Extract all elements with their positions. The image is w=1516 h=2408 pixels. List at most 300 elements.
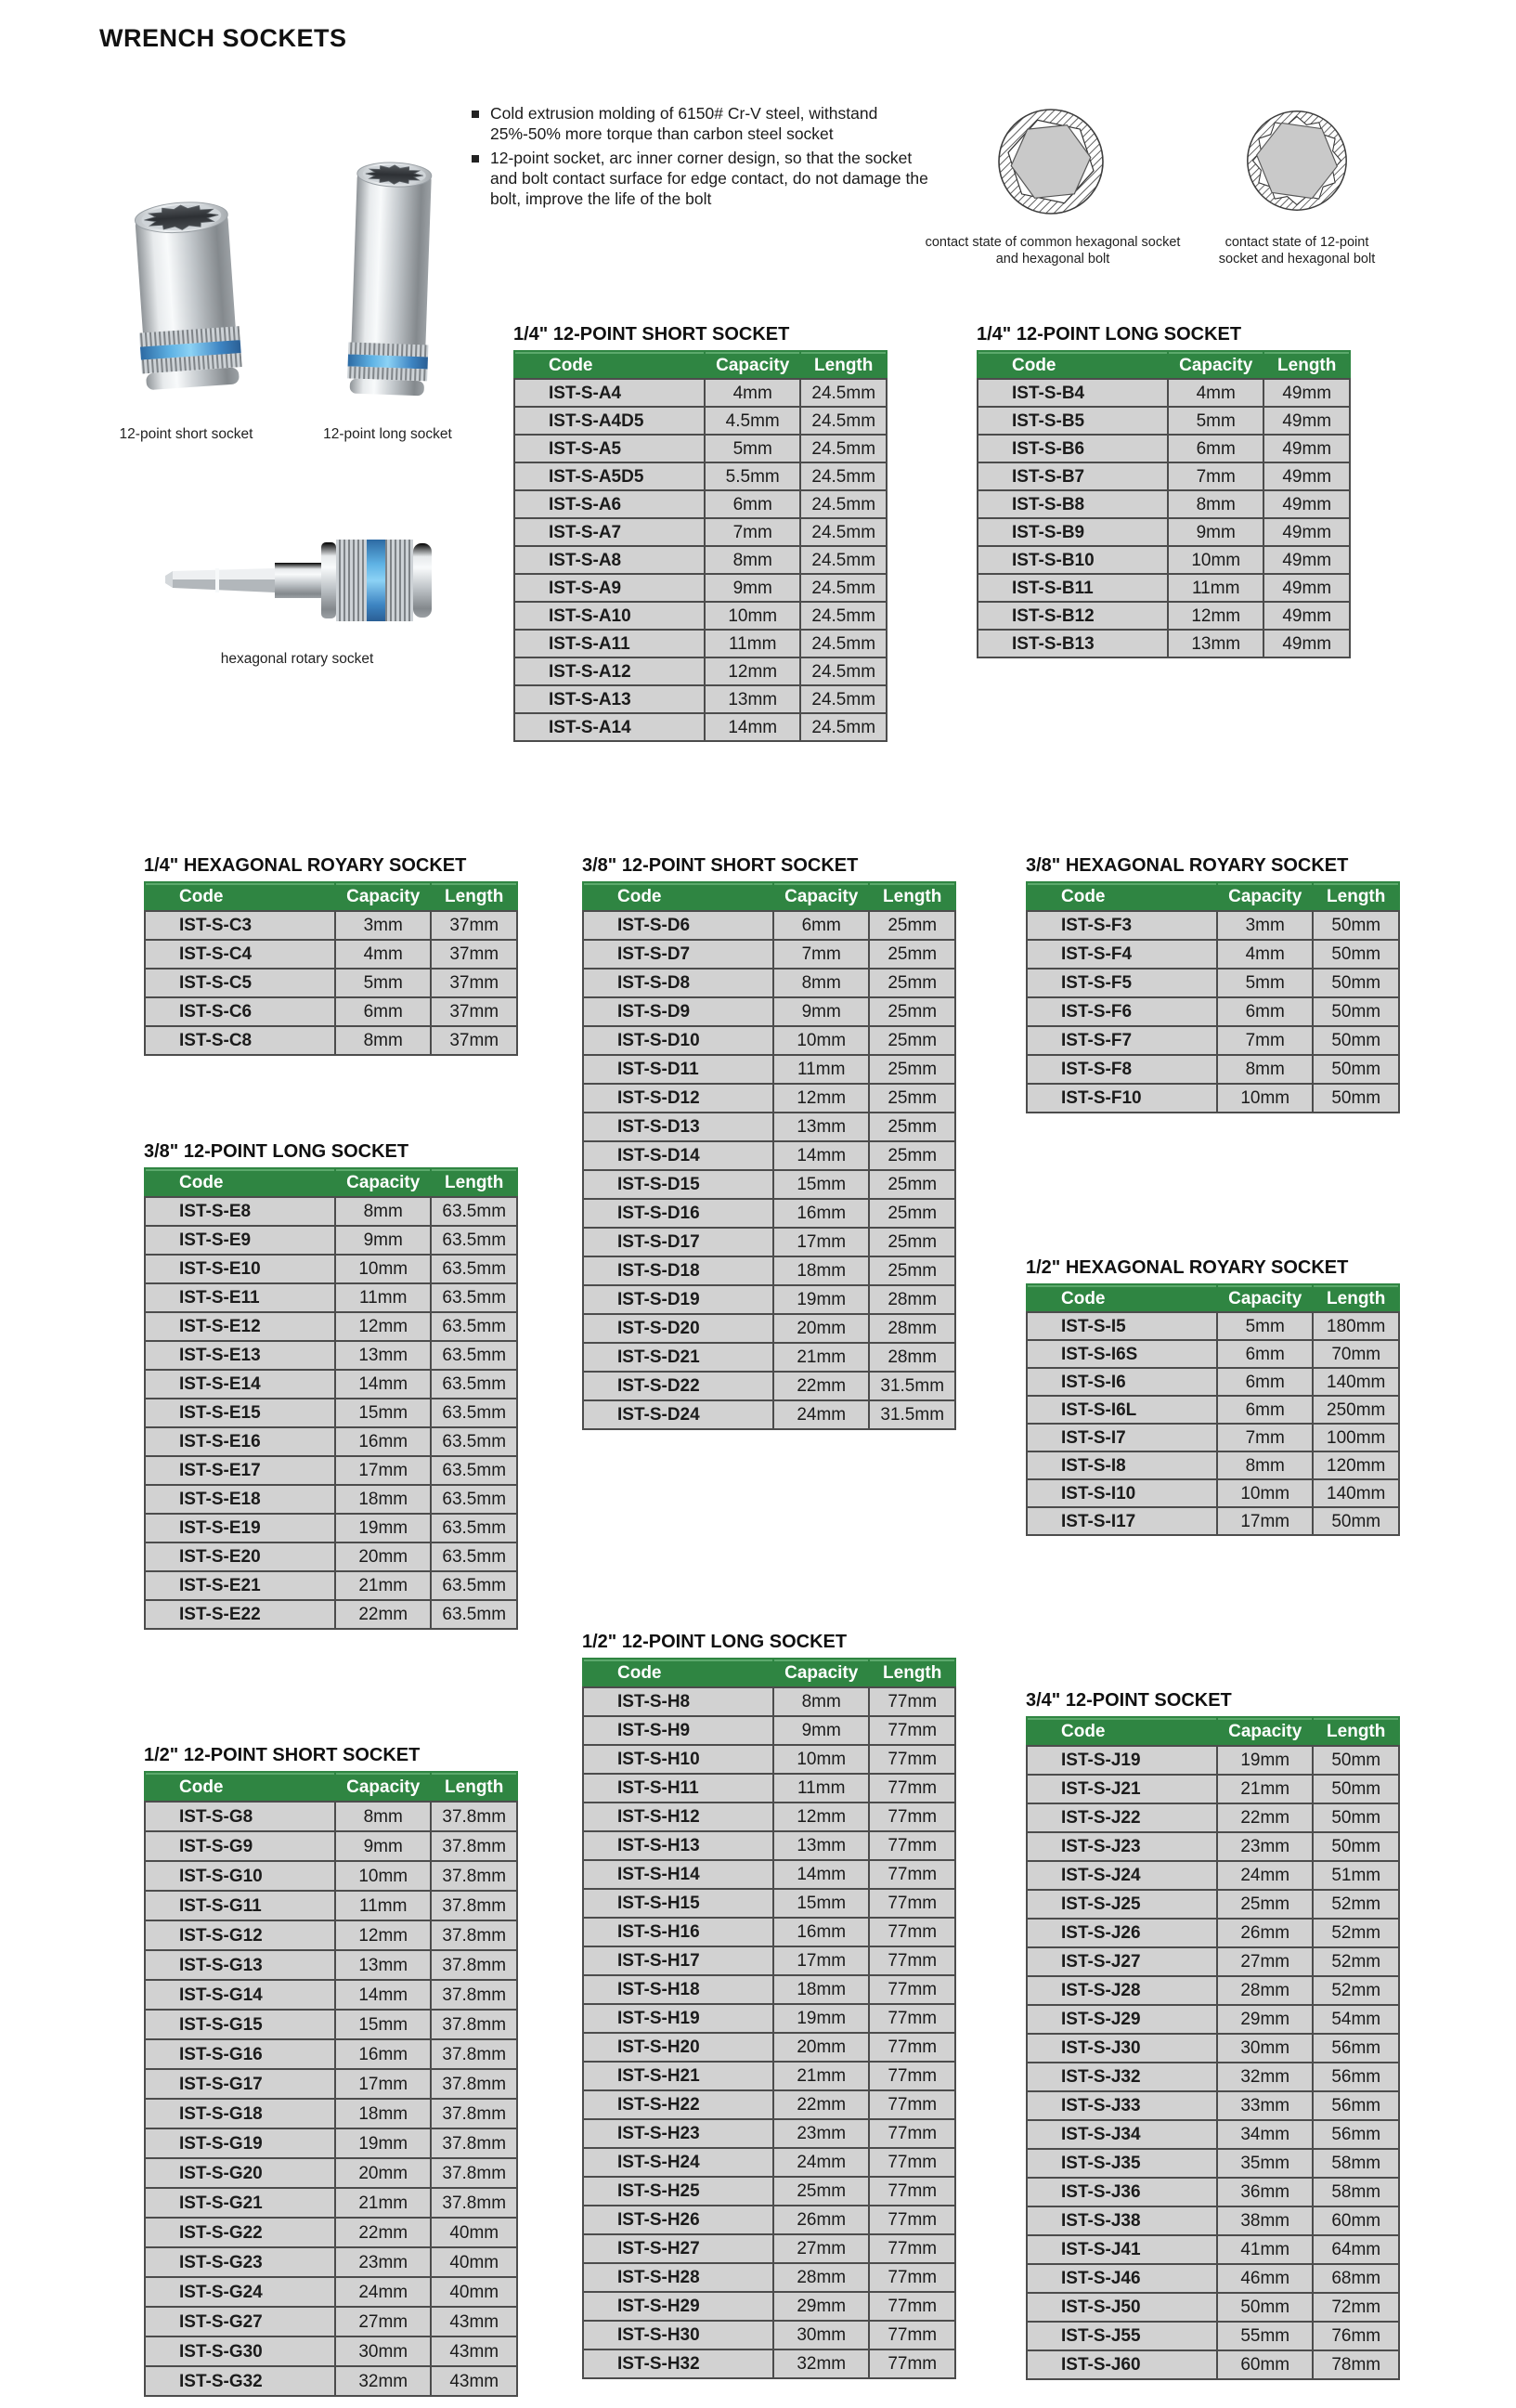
table-row xyxy=(1027,2005,1399,2034)
cell-capacity: 14mm xyxy=(773,1860,869,1889)
cell-capacity: 8mm xyxy=(773,1687,869,1716)
cell-code: IST-S-J24 xyxy=(1027,1861,1217,1890)
cell-code: IST-S-H29 xyxy=(583,2292,773,2321)
cell-code: IST-S-H14 xyxy=(583,1860,773,1889)
cell-code: IST-S-A7 xyxy=(514,518,705,546)
table-host xyxy=(513,350,888,742)
table-row xyxy=(1027,1479,1399,1507)
table-host xyxy=(1026,1716,1400,2380)
table-row xyxy=(583,2004,955,2033)
cell-code: IST-S-G32 xyxy=(145,2366,335,2396)
cell-length: 49mm xyxy=(1263,630,1350,657)
table-row xyxy=(583,2062,955,2090)
cell-capacity: 5mm xyxy=(1168,407,1263,435)
table-row xyxy=(583,1343,955,1372)
cell-code: IST-S-H13 xyxy=(583,1831,773,1860)
cell-capacity: 19mm xyxy=(773,2004,869,2033)
table-title: 3/8" 12-POINT LONG SOCKET xyxy=(144,1141,409,1162)
cell-code: IST-S-J30 xyxy=(1027,2034,1217,2063)
cell-length: 25mm xyxy=(869,1026,955,1055)
table-block-three-quarter xyxy=(1026,1690,1400,2380)
table-row xyxy=(1027,997,1399,1026)
table-row xyxy=(978,490,1350,518)
table-title: 1/4" HEXAGONAL ROYARY SOCKET xyxy=(144,855,467,876)
cell-length: 31.5mm xyxy=(869,1400,955,1429)
hex-bit-highlight xyxy=(215,568,219,592)
table-row xyxy=(1027,1396,1399,1424)
cell-capacity: 4mm xyxy=(1217,940,1313,969)
cell-code: IST-S-B10 xyxy=(978,546,1168,574)
cell-capacity: 21mm xyxy=(773,1343,869,1372)
cell-length: 50mm xyxy=(1313,1055,1399,1084)
cell-capacity: 17mm xyxy=(335,2069,431,2099)
cell-length: 63.5mm xyxy=(431,1341,517,1370)
table-row xyxy=(583,1860,955,1889)
table-host xyxy=(1026,1283,1400,1536)
cell-length: 52mm xyxy=(1313,1976,1399,2005)
table-row xyxy=(583,2292,955,2321)
cell-capacity: 13mm xyxy=(773,1113,869,1141)
cell-code: IST-S-E22 xyxy=(145,1600,335,1629)
table-block-three-eighth-hex-rotary xyxy=(1026,855,1400,1113)
cell-capacity: 18mm xyxy=(335,2099,431,2128)
cell-length: 24.5mm xyxy=(800,602,887,630)
table-row xyxy=(583,1745,955,1774)
table-row xyxy=(145,1485,517,1514)
cell-code: IST-S-E8 xyxy=(145,1197,335,1226)
cell-length: 77mm xyxy=(869,2119,955,2148)
cell-capacity: 36mm xyxy=(1217,2178,1313,2206)
cell-capacity: 27mm xyxy=(1217,1947,1313,1976)
table-block-three-eighth-long xyxy=(144,1141,518,1630)
caption-long-socket: 12-point long socket xyxy=(323,426,452,442)
cell-code: IST-S-B9 xyxy=(978,518,1168,546)
table-host xyxy=(582,1658,956,2379)
cell-length: 37mm xyxy=(431,911,517,940)
cell-capacity: 26mm xyxy=(773,2206,869,2234)
table-row xyxy=(145,1802,517,1831)
cell-code: IST-S-F5 xyxy=(1027,969,1217,997)
cell-length: 77mm xyxy=(869,1889,955,1918)
cell-code: IST-S-J46 xyxy=(1027,2264,1217,2293)
cell-code: IST-S-B12 xyxy=(978,602,1168,630)
table-row xyxy=(583,1716,955,1745)
cell-capacity: 23mm xyxy=(773,2119,869,2148)
cell-capacity: 26mm xyxy=(1217,1919,1313,1947)
table-row xyxy=(1027,2063,1399,2091)
cell-length: 77mm xyxy=(869,2148,955,2177)
cell-capacity: 21mm xyxy=(1217,1775,1313,1803)
cell-capacity: 10mm xyxy=(705,602,800,630)
cell-code: IST-S-J41 xyxy=(1027,2235,1217,2264)
cell-capacity: 20mm xyxy=(335,2158,431,2188)
table-row xyxy=(145,1950,517,1980)
table-row xyxy=(145,2069,517,2099)
table-row xyxy=(583,1199,955,1228)
cell-length: 68mm xyxy=(1313,2264,1399,2293)
table-row xyxy=(583,2090,955,2119)
cell-capacity: 18mm xyxy=(335,1485,431,1514)
cell-code: IST-S-A4D5 xyxy=(514,407,705,435)
table-row xyxy=(145,997,517,1026)
cell-code: IST-S-J32 xyxy=(1027,2063,1217,2091)
cell-length: 77mm xyxy=(869,2062,955,2090)
cell-capacity: 12mm xyxy=(773,1084,869,1113)
cell-length: 37.8mm xyxy=(431,1802,517,1831)
cell-code: IST-S-H28 xyxy=(583,2263,773,2292)
cell-capacity: 10mm xyxy=(1217,1084,1313,1113)
cell-capacity: 11mm xyxy=(1168,574,1263,602)
table-row xyxy=(583,1026,955,1055)
cell-capacity: 13mm xyxy=(773,1831,869,1860)
cell-code: IST-S-H10 xyxy=(583,1745,773,1774)
cell-code: IST-S-E17 xyxy=(145,1456,335,1485)
knurl-band xyxy=(385,540,413,621)
table-block-half-long xyxy=(582,1632,956,2379)
spec-table-three-eighth-12pt-long xyxy=(144,1167,518,1630)
blue-band xyxy=(367,540,385,621)
cell-capacity: 55mm xyxy=(1217,2322,1313,2350)
cell-capacity: 13mm xyxy=(335,1950,431,1980)
cell-length: 50mm xyxy=(1313,969,1399,997)
cell-length: 58mm xyxy=(1313,2178,1399,2206)
column-header-length: Length xyxy=(1313,882,1399,911)
cell-length: 49mm xyxy=(1263,546,1350,574)
cell-code: IST-S-J27 xyxy=(1027,1947,1217,1976)
table-host xyxy=(977,350,1351,658)
table-host xyxy=(582,881,956,1430)
cell-code: IST-S-I7 xyxy=(1027,1424,1217,1451)
cell-length: 37.8mm xyxy=(431,1831,517,1861)
cell-capacity: 17mm xyxy=(335,1456,431,1485)
cell-length: 25mm xyxy=(869,1084,955,1113)
cell-length: 50mm xyxy=(1313,1746,1399,1775)
table-row xyxy=(145,2039,517,2069)
cell-capacity: 25mm xyxy=(1217,1890,1313,1919)
cell-code: IST-S-E18 xyxy=(145,1485,335,1514)
column-header-capacity: Capacity xyxy=(1217,1284,1313,1312)
cell-length: 31.5mm xyxy=(869,1372,955,1400)
cell-capacity: 21mm xyxy=(773,2062,869,2090)
cell-code: IST-S-F7 xyxy=(1027,1026,1217,1055)
cell-code: IST-S-E15 xyxy=(145,1399,335,1427)
cell-capacity: 15mm xyxy=(335,2010,431,2039)
cell-code: IST-S-D15 xyxy=(583,1170,773,1199)
cell-code: IST-S-D21 xyxy=(583,1343,773,1372)
cell-capacity: 10mm xyxy=(773,1026,869,1055)
cell-code: IST-S-H16 xyxy=(583,1918,773,1946)
cell-capacity: 24mm xyxy=(773,2148,869,2177)
feature-text: Cold extrusion molding of 6150# Cr-V steel, withstand 25%-50% more torque than carbon steel socket xyxy=(490,104,878,143)
cell-capacity: 17mm xyxy=(773,1228,869,1256)
table-row xyxy=(978,462,1350,490)
cell-capacity: 8mm xyxy=(1217,1451,1313,1479)
table-row xyxy=(583,1803,955,1831)
table-row xyxy=(514,407,887,435)
spec-table-half-inch-12pt-long xyxy=(582,1658,956,2379)
table-row xyxy=(583,1687,955,1716)
column-header-length: Length xyxy=(1263,351,1350,379)
cell-code: IST-S-A10 xyxy=(514,602,705,630)
cell-code: IST-S-G17 xyxy=(145,2069,335,2099)
caption-rotary-socket: hexagonal rotary socket xyxy=(220,651,374,667)
cell-capacity: 4mm xyxy=(1168,379,1263,407)
cell-length: 24.5mm xyxy=(800,574,887,602)
cell-code: IST-S-J19 xyxy=(1027,1746,1217,1775)
table-title: 1/2" 12-POINT SHORT SOCKET xyxy=(144,1745,421,1765)
cell-capacity: 14mm xyxy=(773,1141,869,1170)
cell-capacity: 6mm xyxy=(335,997,431,1026)
cell-code: IST-S-H8 xyxy=(583,1687,773,1716)
column-header-code: Code xyxy=(145,1168,335,1197)
table-row xyxy=(145,1341,517,1370)
cell-code: IST-S-D10 xyxy=(583,1026,773,1055)
cell-code: IST-S-H24 xyxy=(583,2148,773,2177)
table-row xyxy=(1027,2322,1399,2350)
cell-length: 49mm xyxy=(1263,574,1350,602)
cell-length: 25mm xyxy=(869,997,955,1026)
cell-capacity: 19mm xyxy=(335,1514,431,1542)
cell-length: 77mm xyxy=(869,2206,955,2234)
table-row xyxy=(1027,1803,1399,1832)
table-row xyxy=(1027,1775,1399,1803)
table-row xyxy=(583,1314,955,1343)
cell-capacity: 30mm xyxy=(335,2336,431,2366)
cell-capacity: 16mm xyxy=(773,1199,869,1228)
cell-code: IST-S-E10 xyxy=(145,1255,335,1283)
table-row xyxy=(1027,1947,1399,1976)
table-title: 3/4" 12-POINT SOCKET xyxy=(1026,1690,1232,1711)
cell-capacity: 7mm xyxy=(773,940,869,969)
table-row xyxy=(583,1055,955,1084)
cell-capacity: 24mm xyxy=(773,1400,869,1429)
neck xyxy=(275,563,323,598)
table-row xyxy=(583,1256,955,1285)
table-row xyxy=(514,490,887,518)
table-title: 1/4" 12-POINT LONG SOCKET xyxy=(977,324,1242,345)
cell-code: IST-S-D8 xyxy=(583,969,773,997)
cell-length: 52mm xyxy=(1313,1890,1399,1919)
table-row xyxy=(145,1514,517,1542)
cell-length: 37.8mm xyxy=(431,2010,517,2039)
cell-code: IST-S-A4 xyxy=(514,379,705,407)
cell-capacity: 9mm xyxy=(335,1831,431,1861)
table-row xyxy=(1027,1976,1399,2005)
cell-code: IST-S-B5 xyxy=(978,407,1168,435)
cell-length: 37mm xyxy=(431,969,517,997)
cell-code: IST-S-G12 xyxy=(145,1920,335,1950)
column-header-code: Code xyxy=(1027,1284,1217,1312)
cell-length: 25mm xyxy=(869,1113,955,1141)
cell-length: 43mm xyxy=(431,2366,517,2396)
cell-length: 40mm xyxy=(431,2277,517,2307)
table-row xyxy=(514,518,887,546)
column-header-length: Length xyxy=(431,882,517,911)
spec-table-three-eighth-hex-rotary xyxy=(1026,881,1400,1113)
table-row xyxy=(145,2366,517,2396)
cell-code: IST-S-G10 xyxy=(145,1861,335,1891)
cell-capacity: 27mm xyxy=(335,2307,431,2336)
cell-length: 24.5mm xyxy=(800,713,887,741)
cell-length: 49mm xyxy=(1263,602,1350,630)
table-row xyxy=(1027,1084,1399,1113)
cell-code: IST-S-H11 xyxy=(583,1774,773,1803)
table-title: 1/2" 12-POINT LONG SOCKET xyxy=(582,1632,848,1652)
cell-length: 37.8mm xyxy=(431,2158,517,2188)
bit-tip xyxy=(165,571,173,588)
cell-capacity: 10mm xyxy=(1168,546,1263,574)
cell-code: IST-S-E20 xyxy=(145,1542,335,1571)
photo-12-point-short-socket xyxy=(121,182,253,403)
cell-code: IST-S-I17 xyxy=(1027,1507,1217,1535)
cell-length: 24.5mm xyxy=(800,518,887,546)
cell-capacity: 16mm xyxy=(335,1427,431,1456)
table-row xyxy=(145,1312,517,1341)
cell-length: 64mm xyxy=(1313,2235,1399,2264)
cell-capacity: 13mm xyxy=(1168,630,1263,657)
cell-capacity: 9mm xyxy=(335,1226,431,1255)
table-row xyxy=(978,435,1350,462)
table-row xyxy=(583,2148,955,2177)
table-row xyxy=(1027,2235,1399,2264)
table-row xyxy=(583,1141,955,1170)
cell-code: IST-S-H19 xyxy=(583,2004,773,2033)
cell-code: IST-S-J25 xyxy=(1027,1890,1217,1919)
cell-code: IST-S-I6L xyxy=(1027,1396,1217,1424)
cell-length: 25mm xyxy=(869,1055,955,1084)
cell-length: 72mm xyxy=(1313,2293,1399,2322)
cell-code: IST-S-H21 xyxy=(583,2062,773,2090)
cell-code: IST-S-B8 xyxy=(978,490,1168,518)
cell-capacity: 3mm xyxy=(335,911,431,940)
cell-capacity: 24mm xyxy=(335,2277,431,2307)
cell-length: 140mm xyxy=(1313,1479,1399,1507)
socket-drive-end xyxy=(350,379,425,397)
table-row xyxy=(583,1774,955,1803)
cell-code: IST-S-E11 xyxy=(145,1283,335,1312)
cell-code: IST-S-G15 xyxy=(145,2010,335,2039)
cell-length: 25mm xyxy=(869,1170,955,1199)
table-row xyxy=(145,2247,517,2277)
column-header-capacity: Capacity xyxy=(773,1659,869,1687)
cell-length: 50mm xyxy=(1313,997,1399,1026)
cell-capacity: 10mm xyxy=(335,1255,431,1283)
column-header-capacity: Capacity xyxy=(773,882,869,911)
column-header-length: Length xyxy=(431,1168,517,1197)
cell-length: 77mm xyxy=(869,2292,955,2321)
column-header-length: Length xyxy=(869,882,955,911)
cell-capacity: 22mm xyxy=(1217,1803,1313,1832)
cell-capacity: 21mm xyxy=(335,2188,431,2218)
table-row xyxy=(1027,1890,1399,1919)
table-row xyxy=(583,1918,955,1946)
table-row xyxy=(145,1456,517,1485)
table-row xyxy=(514,546,887,574)
cell-code: IST-S-H17 xyxy=(583,1946,773,1975)
cell-length: 24.5mm xyxy=(800,685,887,713)
table-row xyxy=(583,2263,955,2292)
cell-capacity: 32mm xyxy=(1217,2063,1313,2091)
table-row xyxy=(583,2234,955,2263)
cell-capacity: 35mm xyxy=(1217,2149,1313,2178)
cell-capacity: 20mm xyxy=(773,2033,869,2062)
cell-length: 24.5mm xyxy=(800,490,887,518)
cell-capacity: 8mm xyxy=(1217,1055,1313,1084)
cell-code: IST-S-F8 xyxy=(1027,1055,1217,1084)
cell-code: IST-S-G20 xyxy=(145,2158,335,2188)
cell-code: IST-S-D7 xyxy=(583,940,773,969)
cell-code: IST-S-C4 xyxy=(145,940,335,969)
column-header-capacity: Capacity xyxy=(335,882,431,911)
cell-length: 77mm xyxy=(869,1831,955,1860)
cell-length: 50mm xyxy=(1313,1084,1399,1113)
cell-length: 63.5mm xyxy=(431,1485,517,1514)
cell-code: IST-S-J26 xyxy=(1027,1919,1217,1947)
cell-code: IST-S-B4 xyxy=(978,379,1168,407)
cell-capacity: 8mm xyxy=(335,1026,431,1055)
cell-capacity: 60mm xyxy=(1217,2350,1313,2379)
table-row xyxy=(1027,1312,1399,1340)
cell-capacity: 22mm xyxy=(773,1372,869,1400)
cell-capacity: 15mm xyxy=(773,1889,869,1918)
cell-code: IST-S-E19 xyxy=(145,1514,335,1542)
cell-code: IST-S-B11 xyxy=(978,574,1168,602)
table-row xyxy=(514,379,887,407)
cell-length: 63.5mm xyxy=(431,1283,517,1312)
table-block-half-hex-rotary xyxy=(1026,1257,1400,1536)
cell-capacity: 13mm xyxy=(705,685,800,713)
cell-length: 43mm xyxy=(431,2336,517,2366)
cell-code: IST-S-E14 xyxy=(145,1370,335,1399)
table-row xyxy=(978,546,1350,574)
table-row xyxy=(1027,2149,1399,2178)
cell-code: IST-S-J35 xyxy=(1027,2149,1217,2178)
cell-code: IST-S-D13 xyxy=(583,1113,773,1141)
cell-length: 56mm xyxy=(1313,2063,1399,2091)
cell-length: 63.5mm xyxy=(431,1312,517,1341)
cell-length: 56mm xyxy=(1313,2120,1399,2149)
table-row xyxy=(583,1084,955,1113)
socket-body xyxy=(351,172,432,360)
cell-length: 51mm xyxy=(1313,1861,1399,1890)
cell-length: 120mm xyxy=(1313,1451,1399,1479)
cell-capacity: 22mm xyxy=(773,2090,869,2119)
cell-length: 50mm xyxy=(1313,1803,1399,1832)
cell-length: 250mm xyxy=(1313,1396,1399,1424)
cell-capacity: 8mm xyxy=(773,969,869,997)
column-header-code: Code xyxy=(1027,1717,1217,1746)
cell-length: 37.8mm xyxy=(431,2188,517,2218)
table-row xyxy=(978,630,1350,657)
cell-code: IST-S-D18 xyxy=(583,1256,773,1285)
cell-capacity: 7mm xyxy=(705,518,800,546)
table-row xyxy=(583,1372,955,1400)
cell-capacity: 19mm xyxy=(773,1285,869,1314)
cell-code: IST-S-F6 xyxy=(1027,997,1217,1026)
table-row xyxy=(145,2188,517,2218)
cell-code: IST-S-D11 xyxy=(583,1055,773,1084)
knurl-band xyxy=(336,540,367,621)
cell-length: 63.5mm xyxy=(431,1456,517,1485)
photo-12-point-long-socket xyxy=(339,145,443,406)
cell-code: IST-S-C8 xyxy=(145,1026,335,1055)
table-row xyxy=(583,2033,955,2062)
table-row xyxy=(583,1946,955,1975)
table-row xyxy=(1027,1368,1399,1396)
cell-length: 50mm xyxy=(1313,940,1399,969)
hex-bit-bottom-face xyxy=(173,579,275,592)
table-row xyxy=(514,713,887,741)
